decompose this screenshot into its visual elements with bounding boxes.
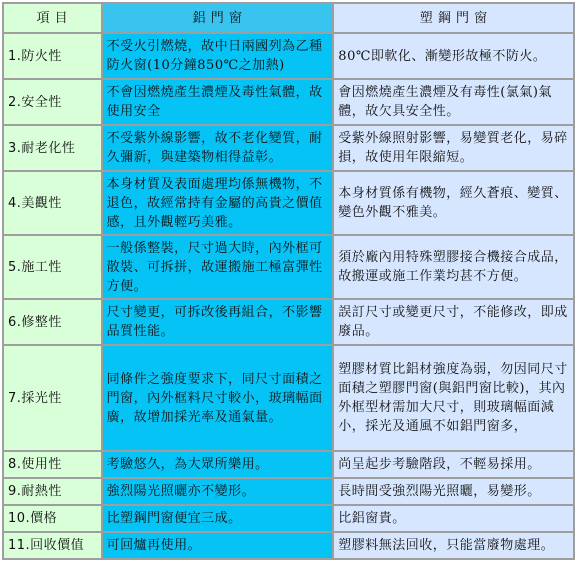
- header-item: 項 目: [4, 4, 101, 32]
- table-header-row: [4, 4, 573, 32]
- table-row: [4, 506, 573, 531]
- row-aluminum-cell: 比塑鋼門窗便宜三成。: [103, 506, 333, 531]
- row-pvc-cell: 受紫外線照射影響，易變質老化，易碎損，故使用年限縮短。: [334, 126, 573, 170]
- comparison-table: [2, 2, 575, 560]
- table-row: [4, 34, 573, 78]
- row-pvc-cell: 塑膠材質比鋁材強度為弱，勿因同尺寸面積之塑膠門窗(與鋁門窗比較)，其內外框型材需加大尺寸，則玻璃幅面減小，採光及通風不如鋁門窗多，: [334, 346, 573, 450]
- row-item-label: 2.安全性: [4, 80, 101, 124]
- row-pvc-cell: 塑膠料無法回收，只能當廢物處理。: [334, 533, 573, 558]
- table-row: [4, 126, 573, 170]
- table-row: [4, 300, 573, 344]
- row-aluminum-cell: 同條件之強度要求下，同尺寸面積之門窗，內外框料尺寸較小，玻璃幅面廣，故增加採光率及通氣量。: [103, 346, 333, 450]
- row-item-label: 7.採光性: [4, 346, 101, 450]
- header-aluminum: 鋁 門 窗: [103, 4, 333, 32]
- table-row: [4, 236, 573, 298]
- table-row: [4, 479, 573, 504]
- row-aluminum-cell: 可回爐再使用。: [103, 533, 333, 558]
- row-aluminum-cell: 尺寸變更，可拆改後再組合，不影響品質性能。: [103, 300, 333, 344]
- row-item-label: 5.施工性: [4, 236, 101, 298]
- row-aluminum-cell: 考驗悠久，為大眾所樂用。: [103, 452, 333, 477]
- row-pvc-cell: 本身材質係有機物，經久蒼痕、變質、變色外觀不雅美。: [334, 172, 573, 234]
- row-aluminum-cell: 不受火引燃燒，故中日兩國列為乙種防火窗(10分鐘850℃之加熱): [103, 34, 333, 78]
- comparison-table-wrapper: [2, 2, 575, 560]
- row-aluminum-cell: 一般係整裝，尺寸過大時，內外框可散裝、可拆拼，故運搬施工極富彈性方便。: [103, 236, 333, 298]
- row-aluminum-cell: 本身材質及表面處理均係無機物，不退色，故經常持有金屬的高貴之價值感，且外觀輕巧美雅。: [103, 172, 333, 234]
- row-item-label: 1.防火性: [4, 34, 101, 78]
- row-pvc-cell: 會因燃燒產生濃煙及有毒性(氯氣)氣體，故欠具安全性。: [334, 80, 573, 124]
- row-aluminum-cell: 不會因燃燒產生濃煙及毒性氣體，故使用安全: [103, 80, 333, 124]
- row-pvc-cell: 80℃即軟化、漸變形故極不防火。: [334, 34, 573, 78]
- row-aluminum-cell: 強烈陽光照曬亦不變形。: [103, 479, 333, 504]
- table-row: [4, 452, 573, 477]
- row-pvc-cell: 須於廠內用特殊塑膠接合機接合成品，故搬運或施工作業均甚不方便。: [334, 236, 573, 298]
- row-pvc-cell: 長時間受強烈陽光照曬，易變形。: [334, 479, 573, 504]
- header-pvc: 塑 鋼 門 窗: [334, 4, 573, 32]
- row-item-label: 9.耐熱性: [4, 479, 101, 504]
- row-item-label: 8.使用性: [4, 452, 101, 477]
- table-row: [4, 80, 573, 124]
- table-row: [4, 346, 573, 450]
- row-item-label: 3.耐老化性: [4, 126, 101, 170]
- row-aluminum-cell: 不受紫外線影響，故不老化變質，耐久彌新，與建築物相得益彰。: [103, 126, 333, 170]
- row-pvc-cell: 誤訂尺寸或變更尺寸，不能修改，即成廢品。: [334, 300, 573, 344]
- row-pvc-cell: 比鋁窗貴。: [334, 506, 573, 531]
- row-item-label: 6.修整性: [4, 300, 101, 344]
- row-item-label: 10.價格: [4, 506, 101, 531]
- row-item-label: 4.美觀性: [4, 172, 101, 234]
- row-item-label: 11.回收價值: [4, 533, 101, 558]
- table-row: [4, 172, 573, 234]
- table-row: [4, 533, 573, 558]
- row-pvc-cell: 尚呈起步考驗階段，不輕易採用。: [334, 452, 573, 477]
